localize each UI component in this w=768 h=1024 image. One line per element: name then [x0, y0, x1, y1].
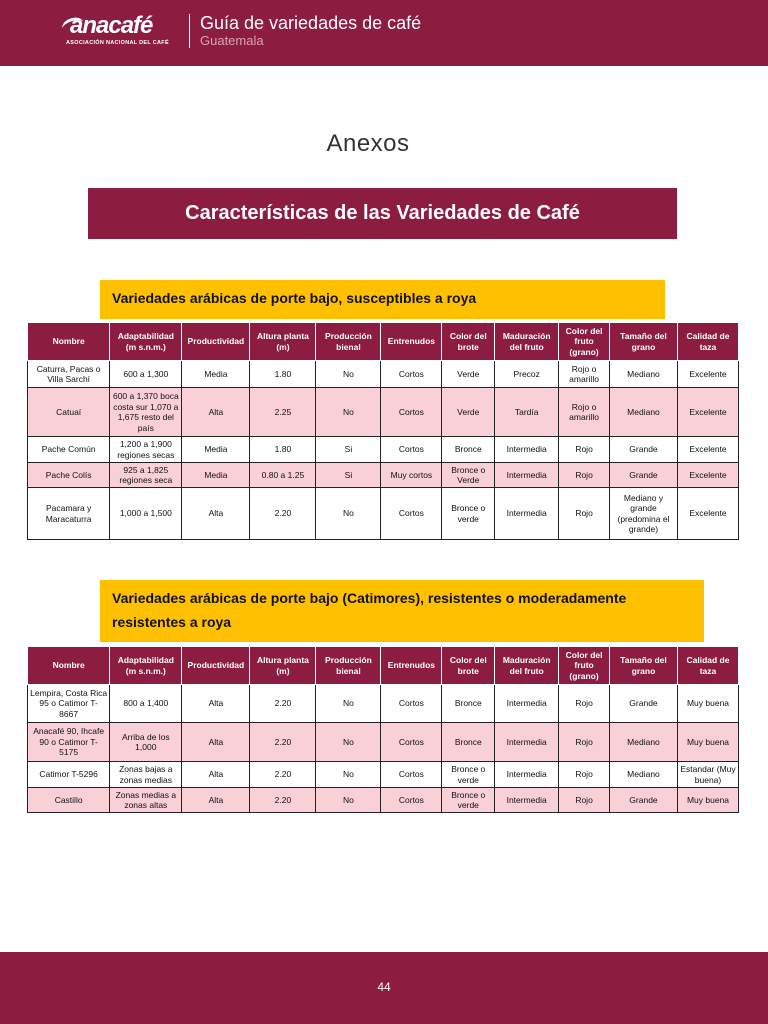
table-cell: Alta [182, 723, 250, 762]
page-number: 44 [377, 980, 391, 994]
logo-subtext: ASOCIACIÓN NACIONAL DEL CAFÉ [66, 40, 169, 46]
table-cell: Mediano [609, 762, 677, 788]
page-header [0, 0, 768, 66]
column-header: Productividad [182, 323, 250, 361]
column-header: Maduración del fruto [495, 323, 559, 361]
table-cell: Arriba de los 1,000 [110, 723, 182, 762]
table-cell: Muy buena [678, 788, 739, 813]
column-header: Entrenudos [381, 323, 442, 361]
column-header: Nombre [28, 323, 110, 361]
table-cell: Bronce o verde [442, 488, 495, 540]
column-header: Altura planta (m) [250, 323, 316, 361]
column-header: Altura planta (m) [250, 647, 316, 685]
table-cell: Rojo o amarillo [559, 388, 610, 437]
header-subtitle: Guatemala [200, 33, 264, 48]
table-cell: Rojo [559, 437, 610, 463]
section-label-susceptibles: Variedades arábicas de porte bajo, susceptibles a roya [100, 280, 665, 319]
table-cell: Intermedia [495, 723, 559, 762]
table-cell: Excelente [678, 437, 739, 463]
table-cell: Si [316, 463, 381, 488]
table-cell: Bronce o verde [442, 788, 495, 813]
table-cell: Mediano y grande (predomina el grande) [609, 488, 677, 540]
varieties-table-catimores [27, 646, 739, 813]
table-cell: No [316, 762, 381, 788]
table-cell: Pacamara y Maracaturra [28, 488, 110, 540]
table-cell: No [316, 488, 381, 540]
table-cell: Excelente [678, 488, 739, 540]
table-cell: 2.20 [250, 723, 316, 762]
table-cell: Grande [609, 685, 677, 723]
table-cell: 1,000 a 1,500 [110, 488, 182, 540]
table-cell: Cortos [381, 685, 442, 723]
table-cell: Caturra, Pacas o Villa Sarchí [28, 361, 110, 388]
table-cell: No [316, 685, 381, 723]
table-cell: Intermedia [495, 463, 559, 488]
table-cell: Media [182, 463, 250, 488]
table-cell: Rojo [559, 488, 610, 540]
column-header: Entrenudos [381, 647, 442, 685]
table-cell: Rojo [559, 685, 610, 723]
table-cell: Zonas bajas a zonas medias [110, 762, 182, 788]
table-cell: Media [182, 437, 250, 463]
table-cell: Intermedia [495, 437, 559, 463]
table-row [28, 488, 739, 540]
table-cell: Excelente [678, 361, 739, 388]
column-header: Calidad de taza [678, 323, 739, 361]
table-cell: Grande [609, 788, 677, 813]
column-header: Producción bienal [316, 323, 381, 361]
column-header: Color del fruto (grano) [559, 323, 610, 361]
table-header-row [28, 323, 739, 361]
table-cell: Rojo [559, 723, 610, 762]
table-cell: 1.80 [250, 361, 316, 388]
table-cell: Bronce [442, 437, 495, 463]
table-row [28, 762, 739, 788]
table-cell: 0.80 a 1.25 [250, 463, 316, 488]
table-cell: Grande [609, 437, 677, 463]
table-cell: Rojo [559, 463, 610, 488]
table-cell: Alta [182, 685, 250, 723]
table-cell: Rojo [559, 762, 610, 788]
table-cell: Anacafé 90, Ihcafe 90 o Catimor T-5175 [28, 723, 110, 762]
table-cell: 600 a 1,370 boca costa sur 1,070 a 1,675 resto del país [110, 388, 182, 437]
table-cell: Mediano [609, 388, 677, 437]
table-cell: Tardía [495, 388, 559, 437]
section-label-line: resistentes a roya [112, 614, 232, 630]
table-cell: Muy cortos [381, 463, 442, 488]
table-cell: Alta [182, 788, 250, 813]
table-row [28, 463, 739, 488]
table-cell: Cortos [381, 762, 442, 788]
table-cell: Mediano [609, 361, 677, 388]
table-cell: Media [182, 361, 250, 388]
table-cell: No [316, 788, 381, 813]
table-row [28, 388, 739, 437]
column-header: Color del brote [442, 323, 495, 361]
table-cell: Cortos [381, 388, 442, 437]
table-cell: 2.20 [250, 488, 316, 540]
table-cell: Cortos [381, 488, 442, 540]
column-header: Tamaño del grano [609, 323, 677, 361]
table-cell: Alta [182, 762, 250, 788]
table-cell: Pache Común [28, 437, 110, 463]
table-row [28, 788, 739, 813]
table-body [28, 685, 739, 813]
table-cell: 2.20 [250, 788, 316, 813]
section-banner: Características de las Variedades de Café [88, 188, 677, 239]
table-cell: Bronce [442, 723, 495, 762]
table-cell: Bronce o verde [442, 762, 495, 788]
table-cell: Cortos [381, 723, 442, 762]
header-divider [189, 14, 190, 48]
table-cell: 600 a 1,300 [110, 361, 182, 388]
table-row [28, 437, 739, 463]
table-cell: No [316, 723, 381, 762]
page-heading: Anexos [326, 130, 410, 157]
table-cell: 2.20 [250, 762, 316, 788]
table-cell: Cortos [381, 361, 442, 388]
table-cell: 2.20 [250, 685, 316, 723]
column-header: Maduración del fruto [495, 647, 559, 685]
table-cell: Rojo [559, 788, 610, 813]
varieties-table-susceptibles [27, 322, 739, 540]
table-cell: No [316, 388, 381, 437]
header-title: Guía de variedades de café [200, 13, 422, 33]
page-footer [0, 952, 768, 1024]
table-cell: Excelente [678, 388, 739, 437]
table-cell: Si [316, 437, 381, 463]
table-header-row [28, 647, 739, 685]
column-header: Producción bienal [316, 647, 381, 685]
table-cell: No [316, 361, 381, 388]
table-cell: Precoz [495, 361, 559, 388]
table-body [28, 361, 739, 540]
table-cell: Lempira, Costa Rica 95 o Catimor T-8667 [28, 685, 110, 723]
table-cell: Verde [442, 361, 495, 388]
table-cell: Alta [182, 388, 250, 437]
anacafe-logo [62, 10, 180, 50]
table-cell: Mediano [609, 723, 677, 762]
column-header: Color del brote [442, 647, 495, 685]
logo-wordmark: anacafé [70, 12, 153, 39]
table-cell: Excelente [678, 463, 739, 488]
table-cell: 1.80 [250, 437, 316, 463]
table-cell: Alta [182, 488, 250, 540]
table-cell: Castillo [28, 788, 110, 813]
table-cell: Intermedia [495, 488, 559, 540]
table-cell: 1,200 a 1,900 regiones secas [110, 437, 182, 463]
column-header: Nombre [28, 647, 110, 685]
table-cell: Muy buena [678, 723, 739, 762]
table-cell: Catimor T-5296 [28, 762, 110, 788]
table-cell: 800 a 1,400 [110, 685, 182, 723]
column-header: Tamaño del grano [609, 647, 677, 685]
table-row [28, 723, 739, 762]
section-label-line: Variedades arábicas de porte bajo (Catimores), resistentes o moderadamente [112, 590, 627, 606]
table-cell: Intermedia [495, 762, 559, 788]
table-row [28, 361, 739, 388]
column-header: Color del fruto (grano) [559, 647, 610, 685]
column-header: Calidad de taza [678, 647, 739, 685]
table-cell: Cortos [381, 788, 442, 813]
table-cell: Zonas medias a zonas altas [110, 788, 182, 813]
table-cell: Verde [442, 388, 495, 437]
column-header: Productividad [182, 647, 250, 685]
table-cell: 2.25 [250, 388, 316, 437]
table-cell: Estandar (Muy buena) [678, 762, 739, 788]
table-cell: Cortos [381, 437, 442, 463]
table-cell: Bronce o Verde [442, 463, 495, 488]
column-header: Adaptabilidad (m s.n.m.) [110, 647, 182, 685]
table-cell: Grande [609, 463, 677, 488]
section-label-catimores [100, 580, 704, 642]
table-cell: 925 a 1,825 regiones seca [110, 463, 182, 488]
table-row [28, 685, 739, 723]
table-cell: Intermedia [495, 788, 559, 813]
table-cell: Catuaí [28, 388, 110, 437]
table-cell: Intermedia [495, 685, 559, 723]
table-cell: Muy buena [678, 685, 739, 723]
table-cell: Rojo o amarillo [559, 361, 610, 388]
table-cell: Pache Colís [28, 463, 110, 488]
column-header: Adaptabilidad (m s.n.m.) [110, 323, 182, 361]
table-cell: Bronce [442, 685, 495, 723]
